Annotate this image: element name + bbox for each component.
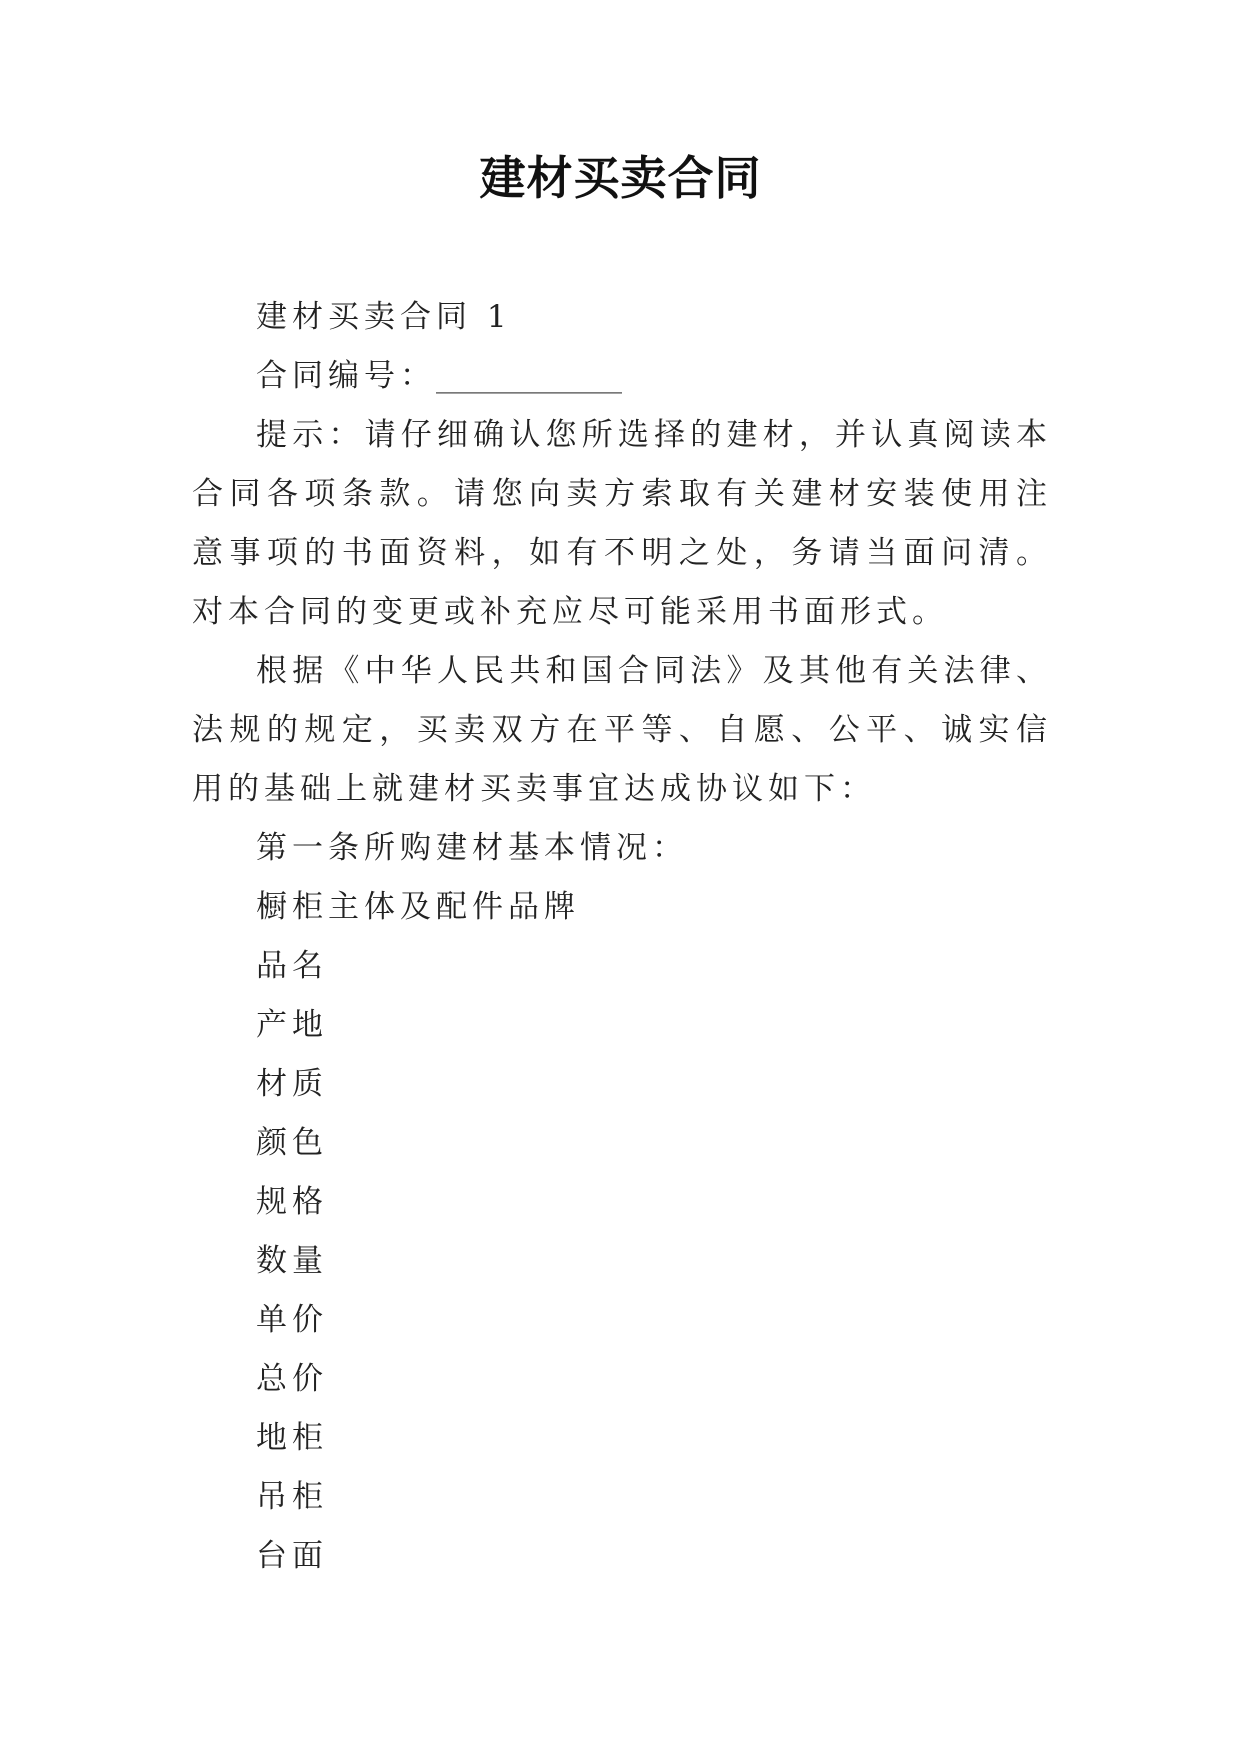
document-body [192,288,1052,1586]
list-item: 地柜 [256,1420,328,1456]
notice-paragraph: 提示：请仔细确认您所选择的建材，并认真阅读本合同各项条款。请您向卖方索取有关建材安装使用注意事项的书面资料，如有不明之处，务请当面问清。对本合同的变更或补充应尽可能采用书面形式。 [192,417,1052,630]
contract-number-blank: ____________ [436,358,622,394]
list-item: 产地 [256,1007,328,1043]
contract-number-line [192,347,1052,406]
list-item: 品名 [256,948,328,984]
list-item: 颜色 [256,1125,328,1161]
list-item: 材质 [256,1066,328,1102]
preamble-paragraph: 根据《中华人民共和国合同法》及其他有关法律、法规的规定，买卖双方在平等、自愿、公平、诚实信用的基础上就建材买卖事宜达成协议如下： [192,653,1052,807]
list-item: 台面 [256,1538,328,1574]
list-item: 吊柜 [256,1479,328,1515]
list-item: 总价 [256,1361,328,1397]
list-item: 数量 [256,1243,328,1279]
document-title: 建材买卖合同 [479,151,762,205]
list-item: 橱柜主体及配件品牌 [256,889,580,925]
article-1-heading: 第一条所购建材基本情况： [256,830,688,866]
list-item: 单价 [256,1302,328,1338]
list-item: 规格 [256,1184,328,1220]
contract-subtitle: 建材买卖合同 1 [256,299,512,335]
contract-number-label: 合同编号： [256,358,436,394]
